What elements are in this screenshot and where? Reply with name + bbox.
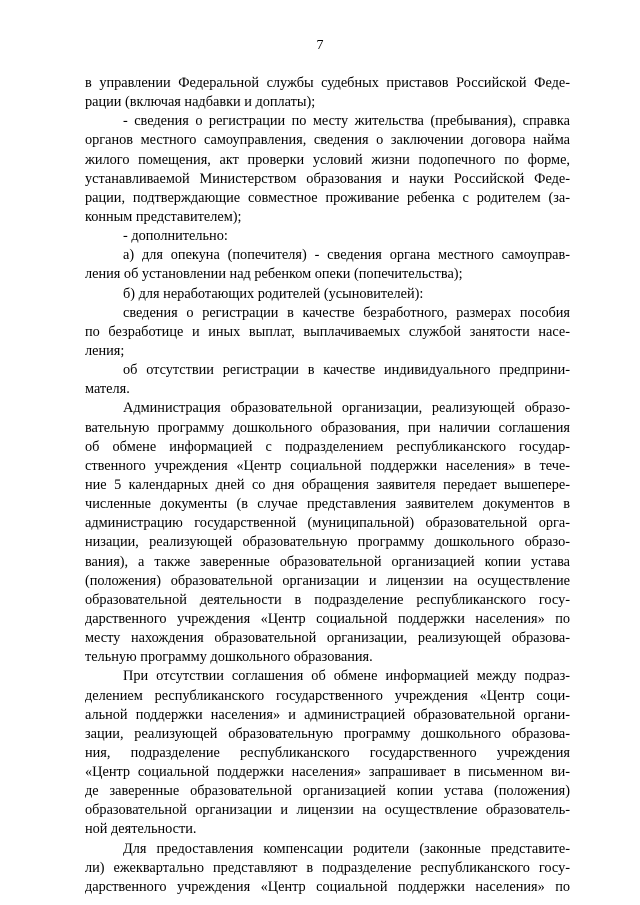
text-line: в управлении Федеральной службы судебных приставов Российской Феде- — [85, 75, 570, 91]
text-line: дарственного учреждения «Центр социальной поддержки населения» по — [85, 878, 570, 895]
text-line: образовательной организации и лицензии на осуществление образователь- — [85, 802, 570, 819]
text-line: а) для опекуна (попечителя) - сведения органа местного самоуправ- — [123, 247, 570, 264]
text-line: об обмене информацией с подразделением республиканского государ- — [85, 438, 570, 455]
text-line: - сведения о регистрации по месту жительства (пребывания), справка — [123, 113, 570, 130]
text-line: ли) ежеквартально представляют в подразделение республиканского госу- — [85, 859, 570, 876]
text-line: альной поддержки населения» и администрацией образовательной органи- — [85, 706, 570, 723]
text-line: зации, реализующей образовательную программу дошкольного образова- — [85, 725, 570, 742]
text-line: - дополнительно: — [123, 228, 228, 245]
text-line: ной деятельности. — [85, 821, 197, 838]
text-line: ственного учреждения «Центр социальной поддержки населения» в тече- — [85, 457, 570, 474]
text-line: При отсутствии соглашения об обмене информацией между подраз- — [123, 668, 570, 685]
page-number: 7 — [316, 38, 324, 53]
text-line: ния, подразделение республиканского государственного учреждения — [85, 744, 570, 761]
text-line: тельную программу дошкольного образования. — [85, 649, 373, 666]
text-line: низации, реализующей образовательную программу дошкольного образо- — [85, 534, 570, 551]
text-line: ления; — [85, 342, 125, 359]
text-line: конным представителем); — [85, 208, 242, 225]
text-line: делением республиканского государственного учреждения «Центр соци- — [85, 687, 570, 704]
text-line: рации (включая надбавки и доплаты); — [85, 94, 316, 111]
text-line: Администрация образовательной организации, реализующей образо- — [123, 400, 570, 417]
text-line: сведения о регистрации в качестве безработного, размерах пособия — [123, 304, 570, 321]
text-line: ления об установлении над ребенком опеки (попечительства); — [85, 266, 463, 283]
text-line: образовательной деятельности в подразделение республиканского госу- — [85, 591, 570, 608]
text-line: Для предоставления компенсации родители (законные представите- — [123, 840, 570, 857]
text-line: (положения) образовательной организации и лицензии на осуществление — [85, 572, 570, 589]
text-line: рации, подтверждающие совместное проживание ребенка с родителем (за- — [85, 189, 570, 206]
text-line: администрацию государственной (муниципальной) образовательной орга- — [85, 515, 570, 532]
text-line: де заверенные образовательной организацией копии устава (положения) — [85, 783, 570, 800]
text-line: численные документы (в случае представления заявителем документов в — [85, 496, 570, 513]
text-line: об отсутствии регистрации в качестве индивидуального предприни- — [123, 362, 570, 379]
text-line: вательную программу дошкольного образования, при наличии соглашения — [85, 419, 570, 436]
text-line: по безработице и иных выплат, выплачиваемых службой занятости насе- — [85, 323, 570, 340]
text-line: вания), а также заверенные образовательной организацией копии устава — [85, 553, 570, 570]
document-body-text — [85, 74, 570, 897]
text-line: б) для неработающих родителей (усыновителей): — [123, 285, 424, 302]
text-line: месту нахождения образовательной организации, реализующей образова- — [85, 630, 570, 647]
text-line: органов местного самоуправления, сведения о заключении договора найма — [85, 132, 570, 149]
text-line: дарственного учреждения «Центр социальной поддержки населения» по — [85, 610, 570, 627]
text-line: жилого помещения, акт проверки условий жизни подопечного по форме, — [85, 151, 570, 168]
text-line: ние 5 календарных дней со дня обращения заявителя передает вышепере- — [85, 476, 570, 493]
text-line: «Центр социальной поддержки населения» запрашивает в письменном ви- — [85, 764, 570, 781]
text-line: мателя. — [85, 381, 130, 398]
text-line: устанавливаемой Министерством образования и науки Российской Феде- — [85, 170, 570, 187]
